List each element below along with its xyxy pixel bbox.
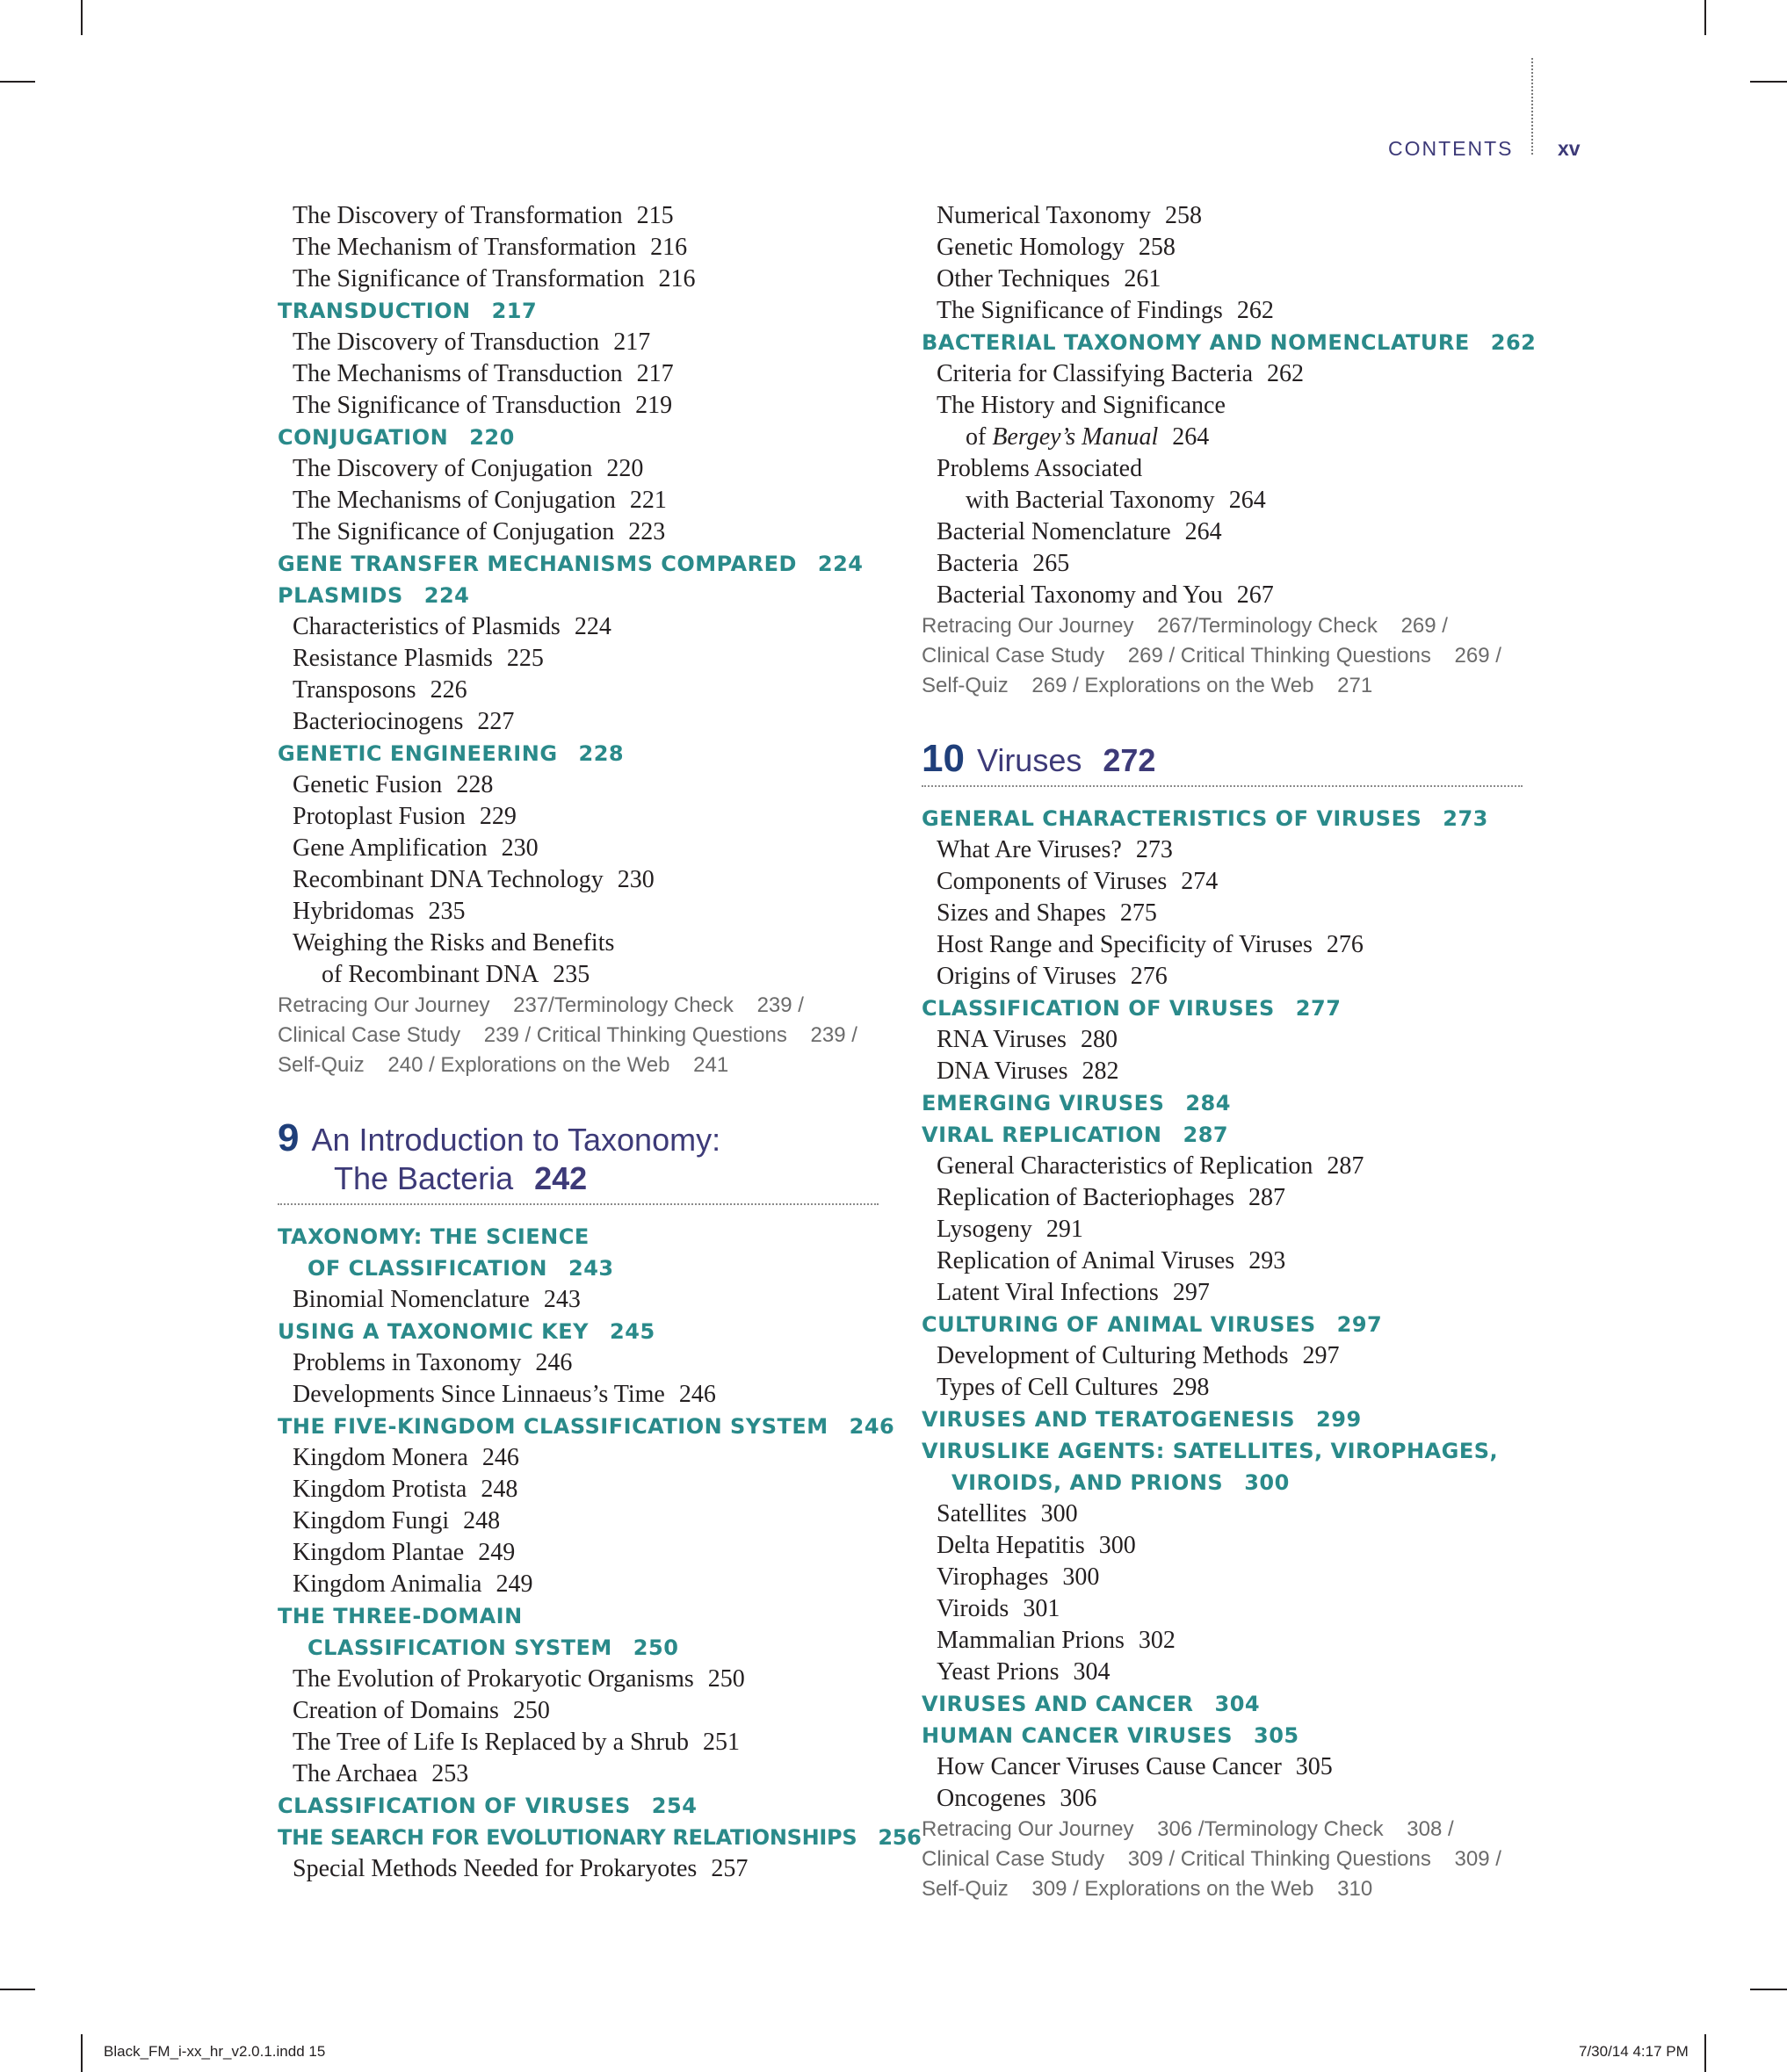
toc-entry[interactable]: The History and Significance of Bergey’s Manual 264 <box>937 392 1226 451</box>
toc-entry[interactable]: Problems in Taxonomy 246 <box>293 1349 573 1376</box>
section-heading[interactable]: TAXONOMY: THE SCIENCE OF CLASSIFICATION 243 <box>278 1224 614 1281</box>
header-divider <box>1531 58 1533 155</box>
section-heading[interactable]: GENE TRANSFER MECHANISMS COMPARED 224 <box>278 552 864 576</box>
toc-entry[interactable]: Hybridomas 235 <box>293 898 466 925</box>
chapter-end-matter: Retracing Our Journey 306 /Terminology Check 308 / Clinical Case Study 309 / Critical Thinking Questions 309 / Self-Quiz 309 / Explorations on the Web 310 <box>922 1817 1501 1901</box>
toc-entry[interactable]: Bacteria 265 <box>937 550 1070 577</box>
toc-entry[interactable]: Bacterial Taxonomy and You 267 <box>937 581 1274 609</box>
section-heading[interactable]: VIRAL REPLICATION 287 <box>922 1123 1229 1147</box>
slug-date: 7/30/14 4:17 PM <box>1579 2043 1689 2060</box>
toc-entry[interactable]: Types of Cell Cultures 298 <box>937 1374 1210 1401</box>
toc-entry[interactable]: Components of Viruses 274 <box>937 868 1219 895</box>
chapter-title: An Introduction to Taxonomy: <box>311 1122 721 1158</box>
toc-entry[interactable]: The Significance of Transduction 219 <box>293 392 673 419</box>
toc-entry[interactable]: Lysogeny 291 <box>937 1216 1083 1243</box>
section-heading[interactable]: VIRUSES AND CANCER 304 <box>922 1692 1261 1716</box>
toc-entry[interactable]: Delta Hepatitis 300 <box>937 1532 1136 1559</box>
toc-entry[interactable]: Criteria for Classifying Bacteria 262 <box>937 360 1304 387</box>
crop-mark <box>81 0 83 35</box>
chapter-number: 10 <box>922 737 965 780</box>
toc-entry[interactable]: The Significance of Findings 262 <box>937 297 1274 324</box>
folio: xv <box>1558 137 1581 160</box>
toc-column-right <box>922 200 1537 1904</box>
toc-entry[interactable]: Satellites 300 <box>937 1500 1078 1527</box>
section-heading[interactable]: VIRUSLIKE AGENTS: SATELLITES, VIROPHAGES, VIROIDS, AND PRIONS 300 <box>922 1439 1499 1495</box>
section-heading[interactable]: USING A TAXONOMIC KEY 245 <box>278 1319 655 1344</box>
toc-entry[interactable]: Kingdom Fungi 248 <box>293 1507 501 1534</box>
toc-entry[interactable]: Creation of Domains 250 <box>293 1697 550 1724</box>
toc-entry[interactable]: DNA Viruses 282 <box>937 1058 1119 1085</box>
toc-entry[interactable]: Origins of Viruses 276 <box>937 963 1168 990</box>
section-heading[interactable]: CLASSIFICATION OF VIRUSES 277 <box>922 996 1342 1021</box>
crop-mark <box>1704 0 1706 35</box>
toc-entry[interactable]: Kingdom Protista 248 <box>293 1476 518 1503</box>
toc-entry[interactable]: Bacterial Nomenclature 264 <box>937 518 1222 545</box>
chapter-heading[interactable] <box>922 737 1537 780</box>
toc-entry[interactable]: Genetic Fusion 228 <box>293 771 494 798</box>
toc-entry[interactable]: RNA Viruses 280 <box>937 1026 1118 1053</box>
toc-entry[interactable]: The Discovery of Conjugation 220 <box>293 455 644 482</box>
crop-mark <box>0 1989 35 1990</box>
toc-entry[interactable]: Weighing the Risks and Benefits of Recombinant DNA 235 <box>293 929 615 988</box>
toc-entry[interactable]: Yeast Prions 304 <box>937 1658 1111 1686</box>
crop-mark <box>81 2034 83 2072</box>
slug-filename: Black_FM_i-xx_hr_v2.0.1.indd 15 <box>104 2043 326 2060</box>
toc-entry[interactable]: How Cancer Viruses Cause Cancer 305 <box>937 1753 1333 1780</box>
toc-entry[interactable]: The Archaea 253 <box>293 1760 469 1787</box>
toc-entry[interactable]: Recombinant DNA Technology 230 <box>293 866 655 893</box>
dotted-rule <box>278 1203 879 1205</box>
section-heading[interactable]: THE FIVE-KINGDOM CLASSIFICATION SYSTEM 246 <box>278 1414 895 1439</box>
toc-entry[interactable]: The Mechanisms of Conjugation 221 <box>293 487 667 514</box>
toc-entry[interactable]: The Mechanism of Transformation 216 <box>293 234 688 261</box>
toc-entry[interactable]: Kingdom Plantae 249 <box>293 1539 516 1566</box>
section-heading[interactable]: EMERGING VIRUSES 284 <box>922 1091 1231 1115</box>
chapter-end-matter: Retracing Our Journey 237/Terminology Check 239 / Clinical Case Study 239 / Critical Thinking Questions 239 / Self-Quiz 240 / Explorations on the Web 241 <box>278 993 857 1077</box>
toc-entry[interactable]: Host Range and Specificity of Viruses 276 <box>937 931 1364 958</box>
chapter-page: 242 <box>534 1160 588 1196</box>
section-heading[interactable]: CULTURING OF ANIMAL VIRUSES 297 <box>922 1312 1383 1337</box>
toc-entry[interactable]: The Tree of Life Is Replaced by a Shrub 251 <box>293 1729 740 1756</box>
toc-entry[interactable]: Binomial Nomenclature 243 <box>293 1286 581 1313</box>
toc-entry[interactable]: Characteristics of Plasmids 224 <box>293 613 611 640</box>
toc-entry[interactable]: The Discovery of Transduction 217 <box>293 328 651 356</box>
dotted-rule <box>922 785 1523 787</box>
chapter-title: Viruses <box>976 742 1082 778</box>
section-heading[interactable]: HUMAN CANCER VIRUSES 305 <box>922 1723 1299 1748</box>
chapter-heading[interactable] <box>278 1116 893 1198</box>
section-heading[interactable]: CONJUGATION 220 <box>278 425 515 450</box>
toc-entry[interactable]: The Discovery of Transformation 215 <box>293 202 674 229</box>
toc-entry[interactable]: Replication of Bacteriophages 287 <box>937 1184 1285 1211</box>
toc-entry[interactable]: The Evolution of Prokaryotic Organisms 250 <box>293 1665 745 1693</box>
crop-mark <box>1750 1989 1787 1990</box>
toc-entry[interactable]: The Mechanisms of Transduction 217 <box>293 360 674 387</box>
toc-entry[interactable]: Viroids 301 <box>937 1595 1060 1622</box>
toc-entry[interactable]: Resistance Plasmids 225 <box>293 645 544 672</box>
toc-entry[interactable]: Genetic Homology 258 <box>937 234 1176 261</box>
toc-entry[interactable]: Virophages 300 <box>937 1563 1100 1591</box>
toc-entry[interactable]: Special Methods Needed for Prokaryotes 257 <box>293 1855 749 1882</box>
crop-mark <box>0 81 35 83</box>
crop-mark <box>1704 2034 1706 2072</box>
section-heading[interactable]: CLASSIFICATION OF VIRUSES 254 <box>278 1794 698 1818</box>
toc-entry[interactable]: Bacteriocinogens 227 <box>293 708 515 735</box>
section-heading[interactable]: PLASMIDS 224 <box>278 583 470 608</box>
toc-entry[interactable]: Kingdom Animalia 249 <box>293 1570 533 1598</box>
toc-entry[interactable]: Developments Since Linnaeus’s Time 246 <box>293 1381 716 1408</box>
toc-entry[interactable]: General Characteristics of Replication 287 <box>937 1152 1364 1180</box>
toc-entry[interactable]: The Significance of Transformation 216 <box>293 265 696 292</box>
chapter-page: 272 <box>1103 742 1156 778</box>
chapter-number: 9 <box>278 1116 300 1159</box>
section-heading[interactable]: TRANSDUCTION 217 <box>278 299 538 323</box>
toc-entry[interactable]: Latent Viral Infections 297 <box>937 1279 1210 1306</box>
running-header: CONTENTS <box>1388 137 1514 160</box>
toc-entry[interactable]: What Are Viruses? 273 <box>937 836 1173 863</box>
toc-entry[interactable]: Other Techniques 261 <box>937 265 1161 292</box>
toc-entry[interactable]: Kingdom Monera 246 <box>293 1444 519 1471</box>
toc-entry[interactable]: Development of Culturing Methods 297 <box>937 1342 1340 1369</box>
chapter-title: The Bacteria <box>334 1160 514 1196</box>
toc-entry[interactable]: Sizes and Shapes 275 <box>937 899 1157 927</box>
toc-entry[interactable]: Gene Amplification 230 <box>293 834 539 862</box>
crop-mark <box>1750 81 1787 83</box>
toc-column-left <box>278 200 922 1885</box>
toc-entry[interactable]: Oncogenes 306 <box>937 1785 1097 1812</box>
toc-entry[interactable]: Replication of Animal Viruses 293 <box>937 1247 1286 1274</box>
section-heading[interactable]: GENETIC ENGINEERING 228 <box>278 741 625 766</box>
toc-entry[interactable]: Protoplast Fusion 229 <box>293 803 517 830</box>
toc-entry[interactable]: Problems Associated with Bacterial Taxonomy 264 <box>937 455 1266 514</box>
toc-entry[interactable]: The Significance of Conjugation 223 <box>293 518 666 545</box>
section-heading[interactable]: BACTERIAL TAXONOMY AND NOMENCLATURE 262 <box>922 330 1537 355</box>
toc-entry[interactable]: Transposons 226 <box>293 676 467 704</box>
section-heading[interactable]: THE THREE-DOMAIN CLASSIFICATION SYSTEM 250 <box>278 1604 679 1660</box>
toc-entry[interactable]: Mammalian Prions 302 <box>937 1627 1176 1654</box>
chapter-end-matter: Retracing Our Journey 267/Terminology Check 269 / Clinical Case Study 269 / Critical Thinking Questions 269 / Self-Quiz 269 / Explorations on the Web 271 <box>922 614 1501 697</box>
toc-entry[interactable]: Numerical Taxonomy 258 <box>937 202 1203 229</box>
section-heading[interactable]: THE SEARCH FOR EVOLUTIONARY RELATIONSHIPS 256 <box>278 1825 922 1850</box>
section-heading[interactable]: GENERAL CHARACTERISTICS OF VIRUSES 273 <box>922 806 1488 831</box>
section-heading[interactable]: VIRUSES AND TERATOGENESIS 299 <box>922 1407 1362 1432</box>
